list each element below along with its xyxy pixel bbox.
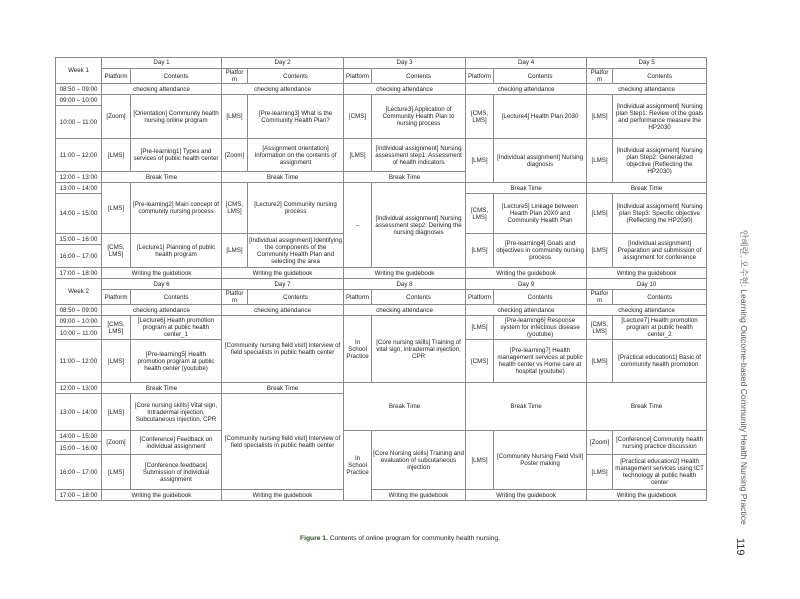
time-slot: 10:00 – 11:00 — [56, 106, 102, 139]
content-cell: [Pre-learning2] Main concept of community nursing process — [131, 183, 222, 234]
platform-cell: [LMS] — [102, 455, 131, 490]
content-cell: [Individual assignment] Nursing plan Step1: Review of the goals and performance measure the HP2030 — [613, 95, 707, 139]
content-cell: [Core nursing skills] Training of vital sign, intradermal injection, CPR — [372, 316, 466, 383]
week-label: Week 2 — [56, 279, 102, 305]
content-cell: [Core nursing skills] Vital sign, Intradermal injection, Subcutaneous injection, CPR — [131, 394, 222, 431]
attendance-cell: checking attendance — [344, 84, 466, 95]
contents-header: Contents — [248, 69, 344, 84]
time-slot: 11:00 – 12:00 — [56, 139, 102, 172]
day-header: Day 5 — [587, 58, 707, 69]
platform-cell: [LMS] — [587, 194, 613, 234]
platform-header: Platform — [102, 69, 131, 84]
platform-cell: [CMS] — [466, 340, 494, 383]
contents-header: Contents — [131, 69, 222, 84]
content-cell: [Conference] Feedback on individual assignment — [131, 431, 222, 455]
platform-cell: [Zoom] — [587, 431, 613, 455]
platform-cell: [CMS, LMS] — [102, 316, 131, 340]
guidebook-cell: Writing the guidebook — [102, 268, 222, 279]
day-header: Day 9 — [466, 279, 587, 290]
attendance-cell: checking attendance — [587, 305, 707, 316]
content-cell: [Individual assignment] Nursing assessment step2: Deriving the nursing diagnoses — [372, 183, 466, 268]
content-cell: [Pre-learning4] Goals and objectives in community nursing process — [494, 234, 587, 268]
contents-header: Contents — [613, 290, 707, 305]
time-slot: 16:00 – 17:00 — [56, 245, 102, 268]
platform-cell: [CMS, LMS] — [102, 234, 131, 268]
platform-cell: [LMS] — [587, 139, 613, 183]
attendance-cell: checking attendance — [466, 84, 587, 95]
day-header: Day 1 — [102, 58, 222, 69]
platform-cell: [Zoom] — [102, 95, 131, 139]
break-cell: Break Time — [102, 383, 222, 394]
platform-header: Platform — [222, 69, 248, 84]
time-slot: 15:00 – 16:00 — [56, 442, 102, 455]
content-cell: [Pre-learning6] Response system for infectious disease (youtube) — [494, 316, 587, 340]
break-cell: Break Time — [102, 172, 222, 183]
guidebook-cell: Writing the guidebook — [372, 490, 466, 501]
week-label: Week 1 — [56, 58, 102, 84]
platform-cell: [LMS] — [102, 340, 131, 383]
contents-header: Contents — [372, 69, 466, 84]
day-header: Day 8 — [344, 279, 466, 290]
break-cell: Break Time — [587, 183, 707, 194]
content-cell: [Assignment orientation] Information on the contents of assignment — [248, 139, 344, 172]
content-cell: [Lecture6] Health promotion program at public health center_1 — [131, 316, 222, 340]
platform-header: Platform — [102, 290, 131, 305]
platform-cell: [Zoom] — [102, 431, 131, 455]
guidebook-cell: Writing the guidebook — [466, 490, 587, 501]
content-cell: [Pre-learning1] Types and services of public health center — [131, 139, 222, 172]
schedule-table — [55, 57, 707, 501]
day-header: Day 10 — [587, 279, 707, 290]
day-header: Day 4 — [466, 58, 587, 69]
attendance-cell: checking attendance — [344, 305, 466, 316]
platform-header: Platform — [587, 69, 613, 84]
contents-header: Contents — [613, 69, 707, 84]
page-number-text: 119 — [734, 538, 746, 556]
day-header: Day 3 — [344, 58, 466, 69]
content-cell: [Conference] Community health nursing practice discussion — [613, 431, 707, 455]
platform-cell: [LMS] — [344, 139, 372, 172]
attendance-cell: checking attendance — [587, 84, 707, 95]
attendance-cell: checking attendance — [222, 305, 344, 316]
platform-cell: [LMS] — [587, 234, 613, 268]
platform-header: Platform — [344, 69, 372, 84]
platform-cell: – — [344, 183, 372, 268]
platform-header: Platform — [222, 290, 248, 305]
content-cell: [Individual assignment] Identifying the components of the Community Health Plan and selecting the area — [248, 234, 344, 268]
content-cell: [Individual assignment] Nursing assessment step1: Assessment of health indicators — [372, 139, 466, 172]
break-cell: Break Time — [466, 383, 587, 431]
contents-header: Contents — [248, 290, 344, 305]
content-cell: [Practical education1] Basic of community health promotion — [613, 340, 707, 383]
time-slot: 12:00 – 13:00 — [56, 172, 102, 183]
guidebook-cell: Writing the guidebook — [102, 490, 222, 501]
break-cell: Break Time — [222, 383, 344, 394]
break-cell: Break Time — [587, 383, 707, 431]
platform-cell: [CMS, LMS] — [222, 183, 248, 234]
platform-cell: [LMS] — [466, 234, 494, 268]
guidebook-cell: Writing the guidebook — [222, 490, 344, 501]
guidebook-cell: Writing the guidebook — [587, 268, 707, 279]
time-slot: 17:00 – 18:00 — [56, 490, 102, 501]
break-cell: Break Time — [344, 383, 466, 431]
content-cell: [Pre-learning3] What is the Community Health Plan? — [248, 95, 344, 139]
time-slot: 14:00 – 15:00 — [56, 431, 102, 442]
time-slot: 13:00 – 14:00 — [56, 394, 102, 431]
platform-cell: [CMS, LMS] — [587, 316, 613, 340]
content-cell: [Pre-learning5] Health promotion program at public health center (youtube) — [131, 340, 222, 383]
content-cell: [Community nursing field visit] Interview of field specialists in public health center — [222, 394, 344, 490]
break-cell: Break Time — [344, 172, 466, 183]
content-cell: [Lecture5] Linkage between Health Plan 20X0 and Community Health Plan — [494, 194, 587, 234]
content-cell: [Individual assignment] Nursing diagnosis — [494, 139, 587, 183]
content-cell: [Individual assignment] Nursing plan Step3: Specific objective (Reflecting the HP2030) — [613, 194, 707, 234]
time-slot: 08:50 – 09:00 — [56, 305, 102, 316]
contents-header: Contents — [494, 290, 587, 305]
guidebook-cell: Writing the guidebook — [344, 268, 466, 279]
content-cell: [Core Nursing skills] Training and evaluation of subcutaneous injection — [372, 431, 466, 490]
platform-cell: In School Practice — [344, 431, 372, 501]
content-cell: [Lecture3] Application of Community Health Plan to nursing process — [372, 95, 466, 139]
platform-header: Platform — [587, 290, 613, 305]
figure-caption — [0, 535, 800, 542]
contents-header: Contents — [494, 69, 587, 84]
platform-cell: [LMS] — [102, 183, 131, 234]
platform-cell: [LMS] — [102, 394, 131, 431]
time-slot: 13:00 – 14:00 — [56, 183, 102, 194]
time-slot: 16:00 – 17:00 — [56, 455, 102, 490]
content-cell: [Lecture7] Health promotion program at public health center_2 — [613, 316, 707, 340]
guidebook-cell: Writing the guidebook — [587, 490, 707, 501]
platform-cell: [CMS, LMS] — [466, 95, 494, 139]
break-cell: Break Time — [222, 172, 344, 183]
content-cell: [Orientation] Community health nursing online program — [131, 95, 222, 139]
platform-header: Platform — [466, 69, 494, 84]
time-slot: 10:00 – 11:00 — [56, 327, 102, 340]
attendance-cell: checking attendance — [222, 84, 344, 95]
time-slot: 11:00 – 12:00 — [56, 340, 102, 383]
contents-header: Contents — [131, 290, 222, 305]
time-slot: 08:50 – 09:00 — [56, 84, 102, 95]
platform-cell: [LMS] — [587, 455, 613, 490]
platform-cell: [LMS] — [222, 95, 248, 139]
break-cell: Break Time — [466, 183, 587, 194]
time-slot: 09:00 – 10:00 — [56, 316, 102, 327]
running-header — [730, 230, 756, 560]
content-cell: [Community nursing field visit] Interview of field specialists in public health center — [222, 316, 344, 383]
figure-label: Figure 1. — [300, 535, 328, 542]
day-header: Day 6 — [102, 279, 222, 290]
platform-cell: [LMS] — [587, 340, 613, 383]
content-cell: [Community Nursing Field Visit] Poster making — [494, 431, 587, 490]
content-cell: [Individual assignment] Preparation and submission of assignment for conference — [613, 234, 707, 268]
time-slot: 12:00 – 13:00 — [56, 383, 102, 394]
content-cell: [Conference feedback] Submission of individual assignment — [131, 455, 222, 490]
platform-cell: [Zoom] — [222, 139, 248, 172]
day-header: Day 7 — [222, 279, 344, 290]
platform-cell: [LMS] — [102, 139, 131, 172]
time-slot: 14:00 – 15:00 — [56, 194, 102, 234]
content-cell: [Individual assignment] Nursing plan Step2: Generalized objective (Reflecting the HP2030) — [613, 139, 707, 183]
platform-cell: [CMS] — [344, 95, 372, 139]
platform-header: Platform — [344, 290, 372, 305]
contents-header: Contents — [372, 290, 466, 305]
attendance-cell: checking attendance — [102, 305, 222, 316]
attendance-cell: checking attendance — [102, 84, 222, 95]
time-slot: 09:00 – 10:00 — [56, 95, 102, 106]
content-cell: [Practical education2] Health management services using ICT technology at public health center — [613, 455, 707, 490]
content-cell: [Lecture2] Community nursing process — [248, 183, 344, 234]
platform-cell: In School Practice — [344, 316, 372, 383]
guidebook-cell: Writing the guidebook — [222, 268, 344, 279]
content-cell: [Pre-learning7] Health management services at public health center vs Home care at hospital (youtube) — [494, 340, 587, 383]
content-cell: [Lecture1] Planning of public health program — [131, 234, 222, 268]
platform-cell: [LMS] — [466, 316, 494, 340]
guidebook-cell: Writing the guidebook — [466, 268, 587, 279]
platform-cell: [LMS] — [587, 95, 613, 139]
day-header: Day 2 — [222, 58, 344, 69]
attendance-cell: checking attendance — [466, 305, 587, 316]
page-number — [732, 538, 748, 558]
platform-header: Platform — [466, 290, 494, 305]
running-header-text: 안혜란, 오수현: Learning Outcome-based Community Health Nursing Practice — [739, 230, 749, 525]
platform-cell: [LMS] — [466, 431, 494, 490]
platform-cell: [LMS] — [222, 234, 248, 268]
content-cell: [Lecture4] Health Plan 2030 — [494, 95, 587, 139]
platform-cell: [LMS] — [466, 139, 494, 183]
time-slot: 17:00 – 18:00 — [56, 268, 102, 279]
figure-caption-text: Contents of online program for community health nursing. — [327, 535, 500, 542]
time-slot: 15:00 – 16:00 — [56, 234, 102, 245]
platform-cell: [CMS, LMS] — [466, 194, 494, 234]
